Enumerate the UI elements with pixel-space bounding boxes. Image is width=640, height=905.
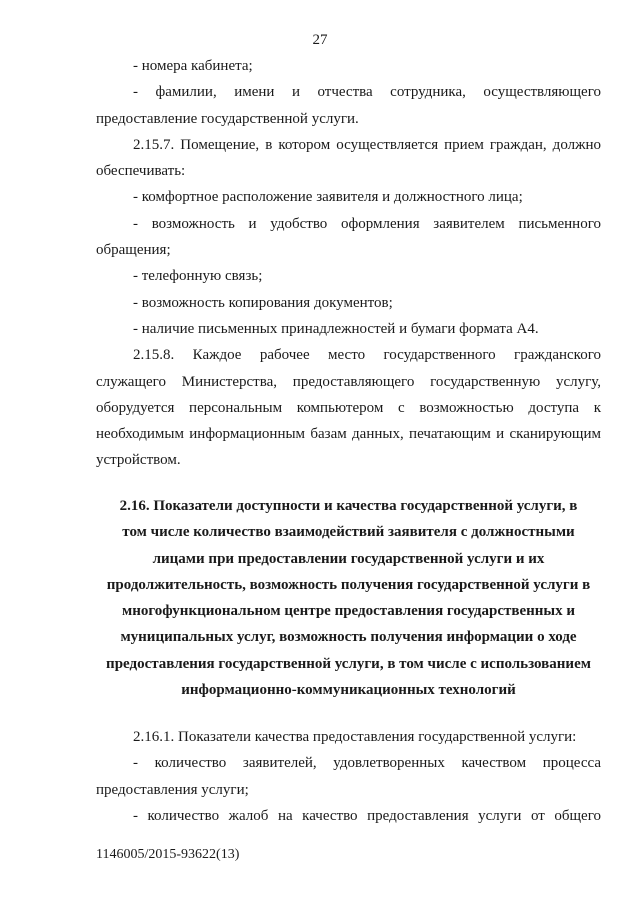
section-body — [96, 724, 601, 829]
paragraph — [96, 750, 601, 803]
paragraph — [96, 316, 601, 342]
heading-line: муниципальных услуг, возможность получения информации о ходе — [120, 629, 577, 646]
paragraph — [96, 79, 601, 132]
paragraph — [96, 342, 601, 473]
text-line: оборудуется персональным компьютером с возможностью доступа к — [96, 399, 601, 416]
text-line: устройством. — [96, 452, 181, 469]
text-line: - возможность копирования документов; — [133, 294, 393, 311]
paragraph — [96, 132, 601, 185]
text-line: служащего Министерства, предоставляющего государственную услугу, — [96, 373, 601, 390]
heading-line: том числе количество взаимодействий заявителя с должностными — [122, 524, 575, 541]
text-line: - фамилии, имени и отчества сотрудника, осуществляющего — [133, 84, 601, 101]
page-number: 27 — [312, 32, 328, 48]
text-line: - наличие письменных принадлежностей и бумаги формата А4. — [133, 320, 539, 337]
paragraph — [96, 290, 601, 316]
heading-line: предоставления государственной услуги, в том числе с использованием — [106, 655, 591, 672]
heading-line: многофункциональном центре предоставления государственных и — [122, 603, 575, 620]
paragraph — [96, 263, 601, 289]
text-line: - возможность и удобство оформления заявителем письменного — [133, 215, 601, 232]
document-code: 1146005/2015-93622(13) — [96, 847, 240, 862]
heading-line: продолжительность, возможность получения государственной услуги в — [106, 576, 591, 593]
text-line: - количество заявителей, удовлетворенных качеством процесса — [133, 755, 601, 772]
paragraph — [96, 803, 601, 829]
text-line: - телефонную связь; — [133, 268, 263, 285]
paragraph — [96, 184, 601, 210]
text-line: 2.15.8. Каждое рабочее место государственного гражданского — [133, 347, 601, 364]
paragraph — [96, 211, 601, 264]
text-line: обеспечивать: — [96, 163, 186, 180]
section-heading — [96, 493, 601, 703]
text-line: предоставления услуги; — [96, 781, 249, 798]
paragraph — [96, 53, 601, 79]
text-line: - комфортное расположение заявителя и должностного лица; — [133, 189, 523, 206]
heading-line: 2.16. Показатели доступности и качества государственной услуги, в — [119, 498, 578, 514]
text-line: 2.16.1. Показатели качества предоставления государственной услуги: — [133, 729, 577, 745]
text-line: - номера кабинета; — [133, 58, 253, 74]
heading-line: информационно-коммуникационных технологий — [181, 682, 516, 699]
heading-line: лицами при предоставлении государственной услуги и их — [152, 550, 545, 567]
text-line: обращения; — [96, 242, 171, 259]
text-line: предоставление государственной услуги. — [96, 110, 359, 127]
text-line: 2.15.7. Помещение, в котором осуществляется прием граждан, должно — [133, 136, 601, 153]
paragraph — [96, 724, 601, 750]
text-line: - количество жалоб на качество предоставления услуги от общего — [133, 807, 601, 824]
text-line: необходимым информационным базам данных, печатающим и сканирующим — [96, 426, 601, 443]
body-text — [96, 53, 601, 474]
